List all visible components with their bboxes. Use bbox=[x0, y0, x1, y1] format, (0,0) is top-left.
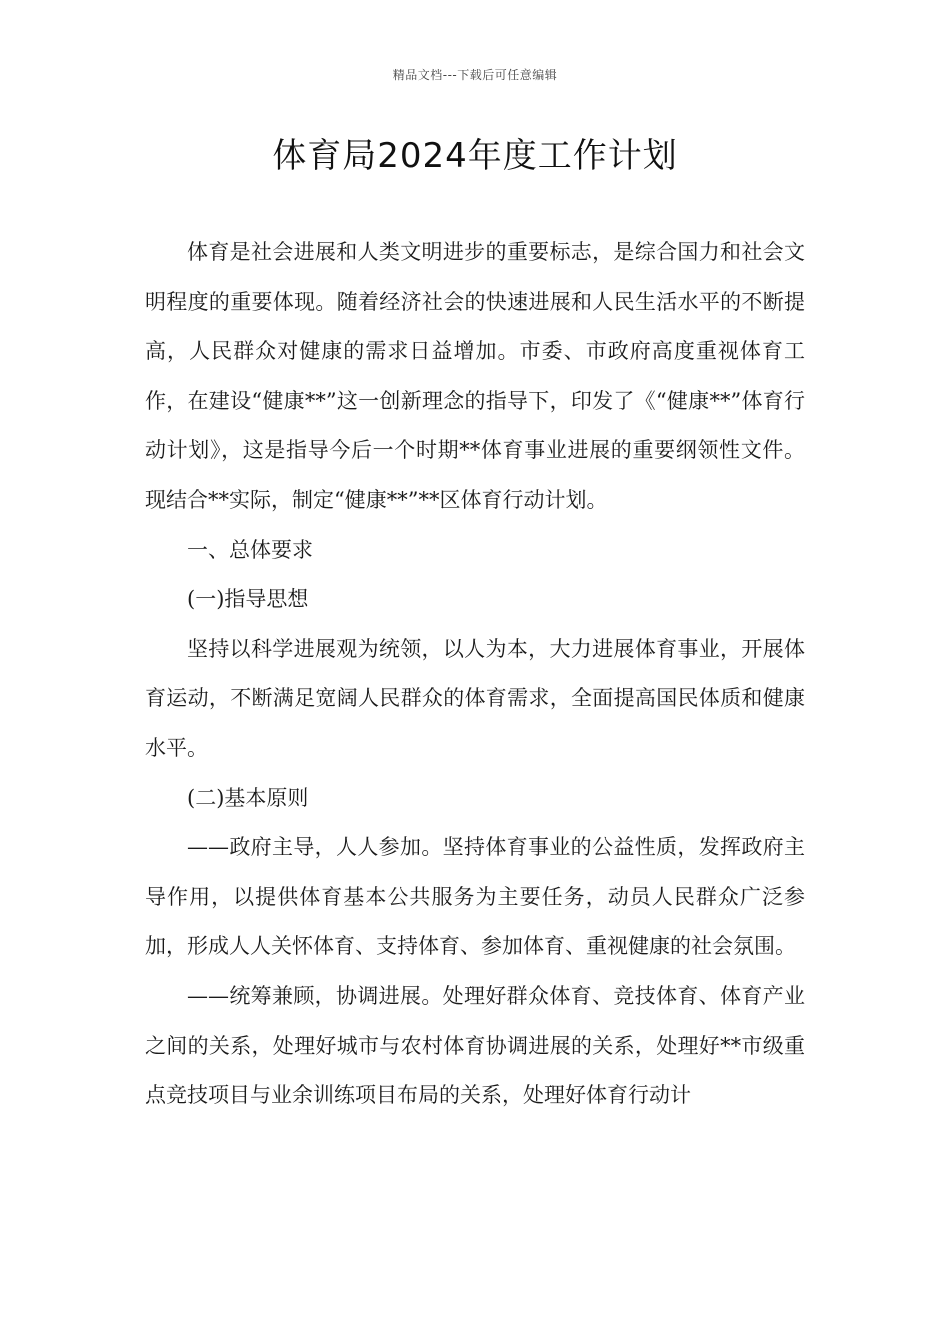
principle-paragraph-coordinated: ——统筹兼顾，协调进展。处理好群众体育、竞技体育、体育产业之间的关系，处理好城市与农村体育协调进展的关系，处理好**市级重点竞技项目与业余训练项目布局的关系，处理好体育行动计 bbox=[145, 983, 805, 1108]
page-title: 体育局2024年度工作计划 bbox=[272, 136, 678, 176]
subsection-heading-guiding-ideology: (一)指导思想 bbox=[187, 587, 309, 612]
header-note: 精品文档---下载后可任意编辑 bbox=[392, 68, 558, 82]
intro-paragraph: 体育是社会进展和人类文明进步的重要标志，是综合国力和社会文明程度的重要体现。随着经济社会的快速进展和人民生活水平的不断提高，人民群众对健康的需求日益增加。市委、市政府高度重视体育工作，在建设“健康**”这一创新理念的指导下，印发了《“健康**”体育行动计划》，这是指导今后一个时期**体育事业进展的重要纲领性文件。现结合**实际，制定“健康**”**区体育行动计划。 bbox=[145, 240, 805, 512]
guiding-ideology-paragraph: 坚持以科学进展观为统领，以人为本，大力进展体育事业，开展体育运动，不断满足宽阔人民群众的体育需求，全面提高国民体质和健康水平。 bbox=[145, 636, 805, 760]
document-body bbox=[145, 228, 805, 1121]
subsection-heading-basic-principles: (二)基本原则 bbox=[187, 785, 309, 810]
principle-paragraph-government-led: ——政府主导，人人参加。坚持体育事业的公益性质，发挥政府主导作用，以提供体育基本公共服务为主要任务，动员人民群众广泛参加，形成人人关怀体育、支持体育、参加体育、重视健康的社会氛围。 bbox=[145, 835, 805, 959]
section-heading-general-requirements: 一、总体要求 bbox=[187, 537, 313, 562]
